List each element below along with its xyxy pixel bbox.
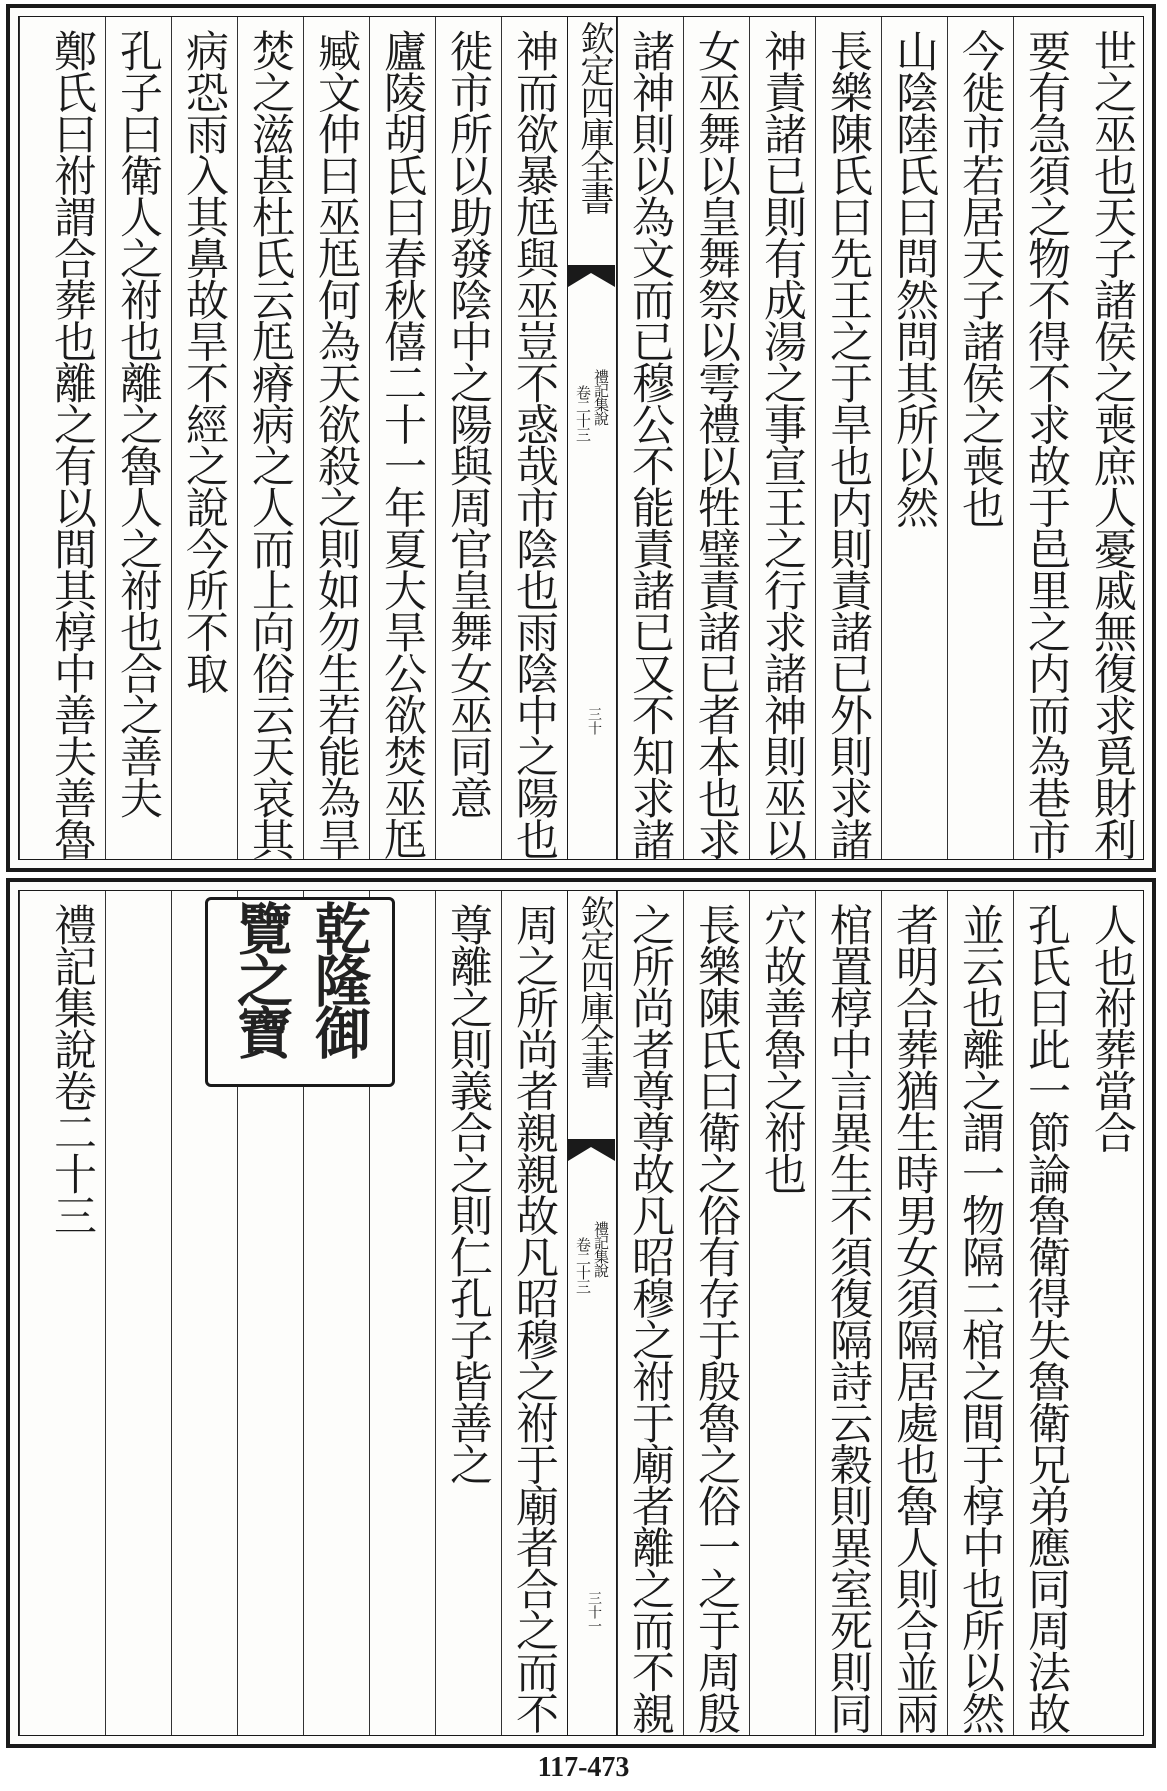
bottom-page-panel [6, 878, 1156, 1748]
text-column: 女巫舞以皇舞祭以雩禮以牲璧責諸已者本也求 [683, 17, 749, 859]
text-column: 臧文仲曰巫尪何為天欲殺之則如勿生若能為旱 [303, 17, 369, 859]
book-title: 禮記集說 [592, 369, 610, 425]
collection-title: 欽定四庫全書 [574, 21, 614, 213]
text-column: 孔子曰衛人之祔也離之魯人之祔也合之善夫 [105, 17, 171, 859]
text-column: 穴故善魯之祔也 [749, 891, 815, 1735]
top-page-panel [6, 4, 1156, 872]
bottom-page-frame [18, 890, 1144, 1736]
text-column: 長樂陳氏曰衛之俗有存于殷魯之俗一之于周殷 [683, 891, 749, 1735]
imperial-seal [205, 897, 395, 1087]
text-column: 禮記集說卷二十三 [19, 891, 105, 1735]
fishtail-mark-icon [568, 1139, 615, 1169]
text-column: 要有急須之物不得不求故于邑里之内而為巷市 [1013, 17, 1079, 859]
book-title: 禮記集說 [592, 1221, 610, 1277]
seal-inscription: 乾隆御覽之寶 [228, 900, 372, 1056]
folio-number: 三十 [586, 707, 602, 735]
text-column: 人也祔葬當合 [1087, 903, 1137, 1152]
text-column: 棺置椁中言異生不須復隔詩云穀則異室死則同 [815, 891, 881, 1735]
text-column: 周之所尚者親親故凡昭穆之祔于廟者合之而不 [501, 891, 567, 1735]
volume-label: 卷二十三 [574, 385, 592, 441]
text-column: 尊離之則義合之則仁孔子皆善之 [435, 891, 501, 1735]
text-column: 之所尚者尊尊故凡昭穆之祔于廟者離之而不親 [617, 891, 683, 1735]
collection-title: 欽定四庫全書 [574, 895, 614, 1087]
text-column: 並云也離之謂一物隔二棺之間于椁中也所以然 [947, 891, 1013, 1735]
text-column: 孔氏曰此一節論魯衛得失魯衛兄弟應同周法故 [1013, 891, 1079, 1735]
center-fold-column [567, 17, 617, 859]
text-column: 神而欲暴尪與巫豈不惑哉市陰也雨陰中之陽也 [501, 17, 567, 859]
text-column: 焚之滋甚杜氏云尪瘠病之人而上向俗云天哀其 [237, 17, 303, 859]
text-column: 者明合葬猶生時男女須隔居處也魯人則合並兩 [881, 891, 947, 1735]
page-number: 117-473 [537, 1752, 630, 1783]
folio-number: 三十一 [586, 1591, 602, 1633]
text-column: 世之巫也天子諸侯之喪庶人憂戚無復求覓財利 [1087, 29, 1137, 859]
text-column: 廬陵胡氏曰春秋僖二十一年夏大旱公欲焚巫尪 [369, 17, 435, 859]
text-column: 今徙市若居天子諸侯之喪也 [947, 17, 1013, 859]
text-column: 病恐雨入其鼻故旱不經之說今所不取 [171, 17, 237, 859]
text-column: 神責諸已則有成湯之事宣王之行求諸神則巫以 [749, 17, 815, 859]
fishtail-mark-icon [568, 265, 615, 295]
text-column: 山陰陸氏曰問然問其所以然 [881, 17, 947, 859]
center-fold-column [567, 891, 617, 1735]
top-page-frame [18, 16, 1144, 860]
text-column: 徙市所以助發陰中之陽與周官皇舞女巫同意 [435, 17, 501, 859]
text-column: 長樂陳氏曰先王之于旱也内則責諸已外則求諸 [815, 17, 881, 859]
text-column: 鄭氏曰祔謂合葬也離之有以間其椁中善夫善魯 [19, 17, 105, 859]
text-column [105, 891, 171, 1735]
text-column: 諸神則以為文而已穆公不能責諸已又不知求諸 [617, 17, 683, 859]
volume-label: 卷二十三 [574, 1237, 592, 1293]
